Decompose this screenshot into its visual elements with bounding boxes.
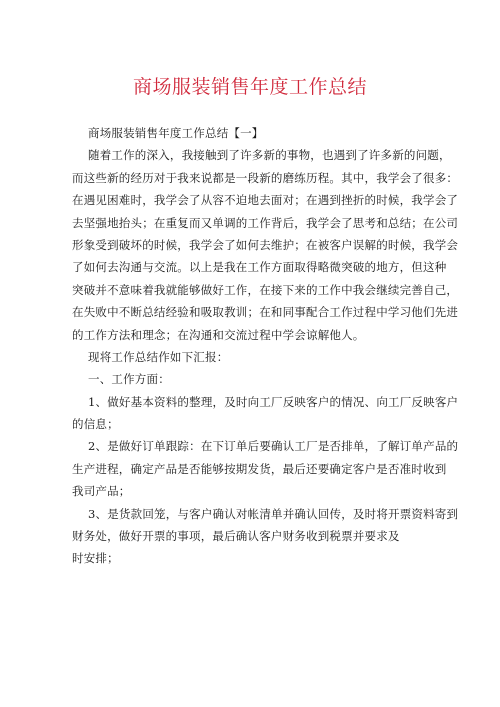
text-line: 在遇见困难时，我学会了从容不迫地去面对；在遇到挫折的时候，我学会了 xyxy=(72,193,459,208)
text-line: 现将工作总结作如下汇报： xyxy=(88,349,229,364)
text-line: 时安排； xyxy=(72,551,119,566)
text-line: 去坚强地抬头；在重复而又单调的工作背后，我学会了思考和总结；在公司 xyxy=(72,215,459,230)
text-line: 一、工作方面： xyxy=(88,372,170,387)
text-line: 而这些新的经历对于我来说都是一段新的磨练历程。其中，我学会了很多： xyxy=(72,170,459,185)
text-line: 突破并不意味着我就能够做好工作，在接下来的工作中我会继续完善自己， xyxy=(72,282,459,297)
text-line: 随着工作的深入，我接触到了许多新的事物，也遇到了许多新的问题， xyxy=(88,148,451,163)
text-line: 商场服装销售年度工作总结【一】 xyxy=(88,126,264,140)
document-body xyxy=(72,122,459,570)
text-line: 财务处，做好开票的事项，最后确认客户财务收到税票并要求及 xyxy=(72,529,400,544)
text-line: 2、是做好订单跟踪：在下订单后要确认工厂是否排单，了解订单产品的 xyxy=(88,439,459,454)
text-line: 了如何去沟通与交流。以上是我在工作方面取得略微突破的地方，但这种 xyxy=(72,260,447,275)
document-title: 商场服装销售年度工作总结 xyxy=(132,76,367,98)
text-line: 3、是货款回笼，与客户确认对帐清单并确认回传，及时将开票资料寄到 xyxy=(88,506,459,521)
text-line: 的工作方法和理念；在沟通和交流过程中学会谅解他人。 xyxy=(72,327,365,342)
text-line: 在失败中不断总结经验和吸取教训；在和同事配合工作过程中学习他们先进 xyxy=(72,305,459,320)
text-line: 我司产品； xyxy=(72,484,131,499)
text-line: 形象受到破坏的时候，我学会了如何去维护；在被客户误解的时候，我学会 xyxy=(72,237,459,252)
text-line: 生产进程，确定产品是否能够按期发货，最后还要确定客户是否准时收到 xyxy=(72,461,447,476)
text-line: 1、做好基本资料的整理，及时向工厂反映客户的情况、向工厂反映客户 xyxy=(88,394,459,409)
text-line: 的信息； xyxy=(72,417,119,432)
